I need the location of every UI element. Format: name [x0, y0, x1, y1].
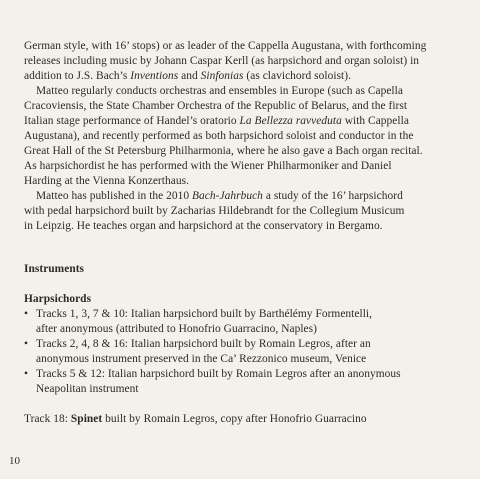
section-heading-instruments: Instruments	[24, 263, 85, 275]
text-line	[24, 367, 464, 382]
text-line: Harding at the Vienna Konzerthaus.	[24, 175, 189, 187]
spacer	[24, 397, 464, 412]
bold-spinet: Spinet	[70, 413, 103, 425]
text-run: built by Romain Legros, copy after Honofrio Guarracino	[102, 413, 367, 425]
text-line	[24, 307, 464, 322]
subheading-harpsichords: Harpsichords	[24, 293, 92, 305]
text-run: Italian stage performance of Handel’s oratorio	[24, 115, 240, 127]
text-line: Cracoviensis, the State Chamber Orchestra of the Republic of Belarus, and the first	[24, 100, 408, 112]
list-item	[24, 367, 464, 397]
bio-paragraph-2	[24, 84, 464, 189]
bio-paragraph-3	[24, 189, 464, 234]
text-run: Matteo has published in the 2010	[36, 190, 193, 202]
italic-title-sinfonias: Sinfonias	[200, 70, 244, 82]
text-line: with pedal harpsichord built by Zacharias Hildebrandt for the Collegium Musicum	[24, 205, 405, 217]
harpsichord-list	[24, 307, 464, 397]
italic-title-la-bellezza: La Bellezza ravveduta	[239, 115, 342, 127]
text-line: after anonymous (attributed to Honofrio Guarracino, Naples)	[36, 323, 317, 335]
text-run: Tracks 5 & 12: Italian harpsichord built by Romain Legros after an anonymous	[36, 368, 401, 380]
text-run: Tracks 2, 4, 8 & 16: Italian harpsichord built by Romain Legros, after an	[36, 338, 371, 350]
text-run: a study of the 16’ harpsichord	[262, 190, 403, 202]
text-line	[24, 69, 464, 84]
bullet-icon: •	[24, 308, 29, 320]
text-line: Augustana), and recently performed as both harpsichord soloist and conductor in the	[24, 130, 414, 142]
text-line: anonymous instrument preserved in the Ca’ Rezzonico museum, Venice	[36, 353, 367, 365]
italic-title-inventions: Inventions	[130, 70, 179, 82]
list-item	[24, 307, 464, 337]
bullet-icon: •	[24, 368, 29, 380]
text-line	[24, 337, 464, 352]
text-run: and	[178, 70, 201, 82]
text-line: As harpsichordist he has performed with the Wiener Philharmoniker and Daniel	[24, 160, 392, 172]
list-item	[24, 337, 464, 367]
bullet-icon: •	[24, 338, 29, 350]
track18-line	[24, 412, 464, 427]
text-line: Neapolitan instrument	[36, 383, 139, 395]
text-run: addition to J.S. Bach’s	[24, 70, 131, 82]
bio-paragraph-1	[24, 39, 464, 84]
page-number: 10	[9, 455, 20, 467]
text-run: Tracks 1, 3, 7 & 10: Italian harpsichord built by Barthélémy Formentelli,	[36, 308, 373, 320]
italic-title-bach-jahrbuch: Bach-Jahrbuch	[192, 190, 263, 202]
text-run: with Cappella	[341, 115, 409, 127]
text-line	[24, 189, 464, 204]
text-run: (as clavichord soloist).	[243, 70, 352, 82]
text-run: Track 18:	[24, 413, 71, 425]
text-line	[24, 114, 464, 129]
text-line: Great Hall of the St Petersburg Philharmonia, where he also gave a Bach organ recital.	[24, 145, 423, 157]
text-line: releases including music by Johann Caspar Kerll (as harpsichord and organ soloist) in	[24, 55, 420, 67]
text-line: Matteo regularly conducts orchestras and ensembles in Europe (such as Capella	[36, 85, 403, 97]
text-line: German style, with 16’ stops) or as leader of the Cappella Augustana, with forthcoming	[24, 40, 427, 52]
text-line: in Leipzig. He teaches organ and harpsichord at the conservatory in Bergamo.	[24, 220, 383, 232]
booklet-page	[24, 39, 464, 427]
